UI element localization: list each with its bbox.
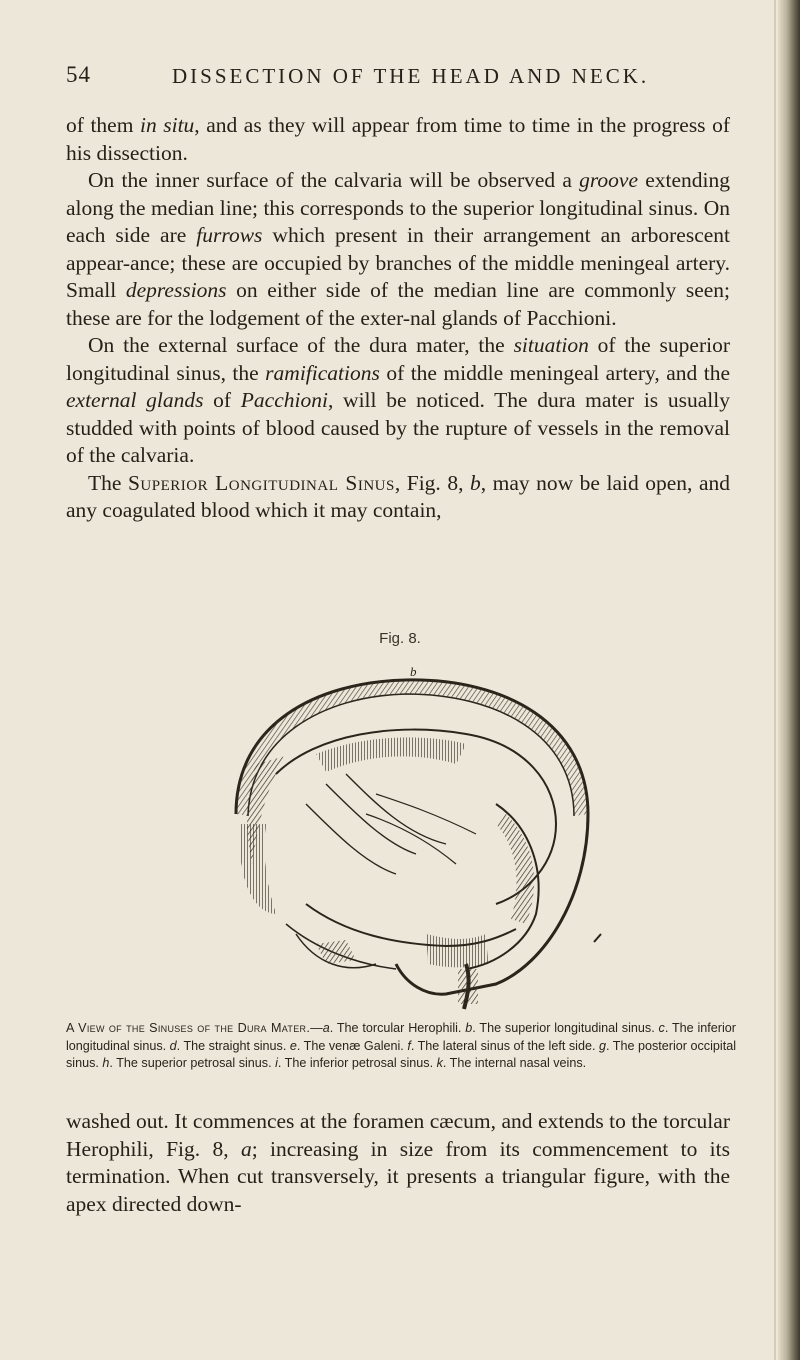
text-segment: . The superior longitudinal sinus. [472, 1021, 659, 1035]
text-segment: furrows [196, 223, 263, 247]
paragraph [66, 167, 730, 332]
text-segment: e [289, 1038, 297, 1053]
text-segment: . The internal nasal veins. [442, 1056, 587, 1070]
text-segment: a [240, 1136, 252, 1161]
text-segment: of them [66, 113, 140, 137]
text-segment: b [469, 470, 481, 495]
text-segment: f [407, 1038, 411, 1053]
figure-label: Fig. 8. [379, 630, 421, 647]
text-segment: Superior Longitudinal Sinus [127, 470, 395, 495]
text-segment: — [310, 1021, 323, 1035]
text-segment: . The lateral sinus of the left side. [410, 1038, 599, 1053]
text-segment: ramifications [265, 360, 380, 385]
paragraph [66, 332, 730, 470]
text-segment: , Fig. 8, [394, 470, 470, 495]
text-segment: . The venæ Galeni. [296, 1038, 408, 1053]
text-segment: A View of the Sinuses of the Dura Mater. [66, 1021, 311, 1035]
text-segment: On the external surface of the dura mater, the [88, 333, 514, 357]
text-segment: on either side of the median line are commonly seen; these are for the lodgement of the exter-nal glands of Pacchioni. [66, 278, 731, 330]
text-segment: depressions [125, 278, 227, 302]
text-segment: which present in their arrangement an arborescent appear-ance; these are occupied by branches of the middle meningeal artery. Small [66, 223, 731, 302]
figure-caption [66, 1020, 736, 1073]
text-segment: , may now be laid open, and any coagulated blood which it may contain, [66, 470, 730, 522]
body-text-bottom [66, 1108, 730, 1218]
text-segment: c [658, 1021, 665, 1035]
text-segment: extending along the median line; this corresponds to the superior longitudinal sinus. On each side are [66, 168, 730, 247]
text-segment: On the inner surface of the calvaria will be observed a [88, 168, 580, 192]
text-segment: b [465, 1021, 473, 1035]
text-segment: i [275, 1056, 278, 1070]
text-segment: h [102, 1056, 110, 1070]
text-segment: of the middle meningeal artery, and the [379, 360, 730, 385]
running-head [66, 62, 726, 92]
text-segment: washed out. It commences at the foramen cæcum, and extends to the torcular Herophili, Fig. 8, [66, 1109, 730, 1161]
text-segment: k [436, 1056, 443, 1070]
text-segment: of the superior longitudinal sinus, the [66, 333, 730, 385]
text-segment: . The torcular Herophili. [329, 1021, 466, 1035]
text-segment: groove [579, 168, 638, 192]
text-segment: . The posterior occipital sinus. [66, 1038, 736, 1070]
text-segment: external glands [66, 388, 204, 412]
figure-letter-b: b [410, 664, 417, 679]
paragraph [66, 470, 730, 525]
text-segment: . The inferior longitudinal sinus. [66, 1021, 736, 1053]
text-segment: The [88, 470, 128, 495]
text-segment: of [203, 388, 241, 412]
text-segment: . The superior petrosal sinus. [109, 1056, 276, 1070]
text-segment: Pacchioni [240, 388, 328, 412]
text-segment: situation [513, 333, 589, 357]
page-edge [778, 0, 800, 1360]
page-number: 54 [66, 62, 91, 87]
page-edge-shadow [774, 0, 776, 1360]
text-segment: in situ [139, 113, 195, 137]
body-text-top [66, 112, 730, 525]
text-segment: , will be noticed. The dura mater is usually studded with points of blood caused by the rupture of vessels in the removal of the calvaria. [66, 388, 730, 467]
running-head-title: DISSECTION OF THE HEAD AND NECK. [172, 64, 650, 88]
text-segment: a [322, 1021, 330, 1035]
text-segment: g [598, 1038, 606, 1053]
text-segment: ; increasing in size from its commencement to its termination. When cut transversely, it presents a triangular figure, with the apex directed down- [66, 1136, 730, 1216]
text-segment: . The straight sinus. [176, 1038, 290, 1053]
text-segment: , and as they will appear from time to time in the progress of his dissection. [66, 113, 730, 165]
paragraph [66, 112, 730, 167]
continuation-paragraph [66, 1108, 730, 1218]
text-segment: . The inferior petrosal sinus. [277, 1056, 437, 1070]
dura-mater-sinuses-illustration [196, 664, 606, 1014]
text-segment: d [169, 1038, 177, 1053]
